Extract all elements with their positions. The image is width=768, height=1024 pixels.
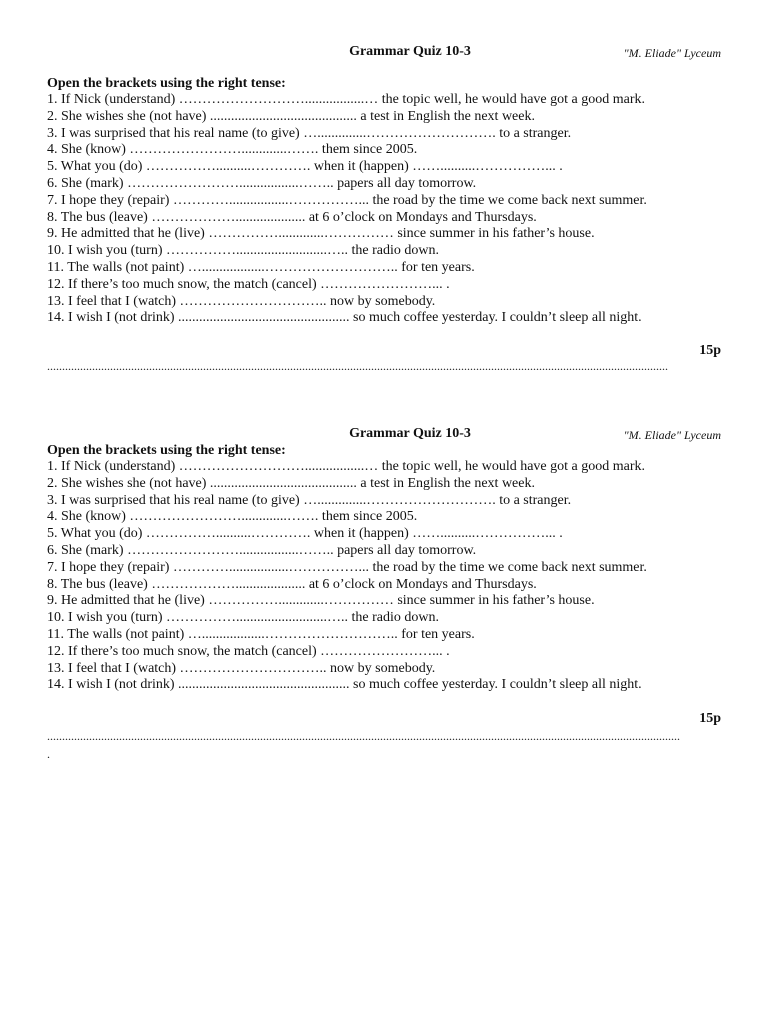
- question-item: 4. She (know) …………………….............……. them since 2005.: [47, 509, 418, 525]
- trailing-dot: .: [47, 747, 50, 761]
- dotted-separator: ...............................................................................................................................................................................................................: [47, 359, 668, 373]
- question-item: 5. What you (do) ……………..........…………. when it (happen) ……..........……………... .: [47, 526, 563, 542]
- quiz-title: Grammar Quiz 10-3: [349, 44, 471, 59]
- question-item: 9. He admitted that he (live) …………….............…………… since summer in his father’s house.: [47, 593, 595, 609]
- question-list: [47, 459, 647, 694]
- school-name: "M. Eliade" Lyceum: [623, 46, 721, 60]
- score-label: 15p: [699, 711, 721, 726]
- question-item: 9. He admitted that he (live) …………….............…………… since summer in his father’s house.: [47, 226, 595, 242]
- question-item: 2. She wishes she (not have) .......................................... a test in English the next week.: [47, 108, 535, 124]
- question-item: 8. The bus (leave) ……………….................... at 6 o’clock on Mondays and Thursdays.: [47, 576, 537, 592]
- question-item: 5. What you (do) ……………..........…………. when it (happen) ……..........……………... .: [47, 159, 563, 175]
- instruction-heading: Open the brackets using the right tense:: [47, 76, 286, 91]
- question-item: 14. I wish I (not drink) ................................................. so much coffee yesterday. I couldn’t sleep all night.: [47, 310, 642, 326]
- question-item: 13. I feel that I (watch) ………………………….. now by somebody.: [47, 660, 436, 676]
- school-name: "M. Eliade" Lyceum: [623, 428, 721, 442]
- question-item: 3. I was surprised that his real name (to give) …..............………………………. to a stranger.: [47, 492, 572, 508]
- question-item: 1. If Nick (understand) ……………………….................… the topic well, he would have got a good mark.: [47, 459, 646, 474]
- question-item: 2. She wishes she (not have) .......................................... a test in English the next week.: [47, 475, 535, 491]
- dotted-separator: ...................................................................................................................................................................................................................: [47, 729, 680, 743]
- question-item: 6. She (mark) …………………….................…….. papers all day tomorrow.: [47, 542, 477, 558]
- question-item: 14. I wish I (not drink) ................................................. so much coffee yesterday. I couldn’t sleep all night.: [47, 677, 642, 693]
- instruction-heading: Open the brackets using the right tense:: [47, 443, 286, 458]
- question-item: 4. She (know) …………………….............……. them since 2005.: [47, 142, 418, 158]
- quiz-title: Grammar Quiz 10-3: [349, 426, 471, 441]
- question-item: 11. The walls (not paint) …..................……………………….. for ten years.: [47, 259, 475, 275]
- question-item: 10. I wish you (turn) ……………..........................….. the radio down.: [47, 610, 439, 626]
- question-list: [47, 92, 647, 327]
- question-item: 8. The bus (leave) ……………….................... at 6 o’clock on Mondays and Thursdays.: [47, 209, 537, 225]
- question-item: 13. I feel that I (watch) ………………………….. now by somebody.: [47, 293, 436, 309]
- question-item: 6. She (mark) …………………….................…….. papers all day tomorrow.: [47, 175, 477, 191]
- question-item: 1. If Nick (understand) ……………………….................… the topic well, he would have got a good mark.: [47, 92, 646, 107]
- question-item: 7. I hope they (repair) ………….................……………... the road by the time we come back next summer.: [47, 192, 647, 208]
- question-item: 12. If there’s too much snow, the match (cancel) ……………………... .: [47, 276, 450, 292]
- score-label: 15p: [699, 343, 721, 358]
- question-item: 12. If there’s too much snow, the match (cancel) ……………………... .: [47, 643, 450, 659]
- question-item: 7. I hope they (repair) ………….................……………... the road by the time we come back next summer.: [47, 559, 647, 575]
- question-item: 3. I was surprised that his real name (to give) …..............………………………. to a stranger.: [47, 125, 572, 141]
- question-item: 10. I wish you (turn) ……………..........................….. the radio down.: [47, 243, 439, 259]
- question-item: 11. The walls (not paint) …..................……………………….. for ten years.: [47, 626, 475, 642]
